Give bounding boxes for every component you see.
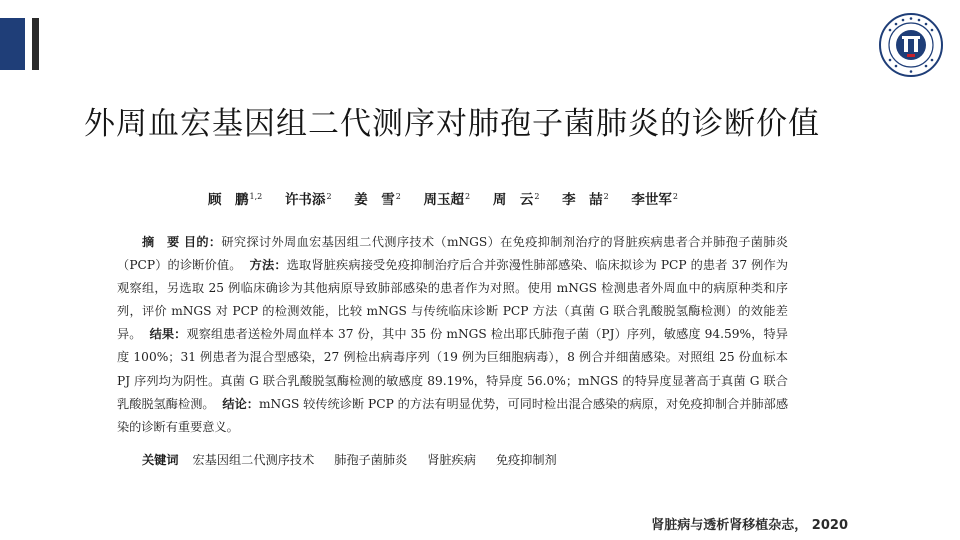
author: 顾 鹏$^{1,2}$ [208, 191, 263, 208]
methods-label: 方法： [249, 258, 287, 273]
results-label: 结果： [149, 327, 187, 342]
keyword: 宏基因组二代测序技术 [192, 453, 315, 467]
paper-title: 外周血宏基因组二代测序对肺孢子菌肺炎的诊断价值 [84, 106, 820, 142]
author: 周 云$^2$ [492, 191, 540, 208]
objective-text: 研究探讨外周血宏基因组二代测序技术（mNGS）在免疫抑制剂治疗的肾脏疾病患者合并肺孢子菌肺炎（PCP）的诊断价值。 [117, 235, 788, 273]
keywords-label: 关键词 [142, 453, 179, 467]
keyword: 肾脏疾病 [427, 453, 476, 467]
author: 姜 雪$^2$ [354, 191, 401, 208]
university-logo [878, 12, 944, 78]
abstract-label: 摘 要 [142, 235, 180, 249]
author: 李 喆$^2$ [562, 191, 609, 208]
journal-source: 肾脏病与透析肾移植杂志， 2020 [651, 518, 848, 533]
results-text: 观察组患者送检外周血样本 37 份，其中 35 份 mNGS 检出耶氏肺孢子菌（PJ）序列，敏感度 94.59%，特异度 100%；31 例患者为混合型感染，27 例检出病毒序列（19 例为巨细胞病毒），8 例合并细菌感染。对照组 25 份血标本 PJ 序列均为阴性。真菌 G 联合乳酸脱氢酶检测的敏感度 89.19%，特异度 56.0%；mNGS 的特异度显著高于真菌 G 联合乳酸脱氢酶检测。 [117, 327, 788, 411]
author-list [208, 188, 696, 208]
objective-label: 目的： [183, 235, 222, 249]
abstract [117, 231, 788, 439]
author: 李世军$^2$ [631, 191, 679, 208]
methods-text: 选取肾脏疾病接受免疫抑制治疗后合并弥漫性肺部感染、临床拟诊为 PCP 的患者 37 例作为观察组，另选取 25 例临床确诊为其他病原导致肺部感染的患者作为对照。使用 mNGS 检测患者外周血中的病原种类和序列，评价 mNGS 对 PCP 的检测效能，比较 mNGS 与传统临床诊断 PCP 方法（真菌 G 联合乳酸脱氢酶检测）的效能差异。 [117, 258, 789, 342]
author: 许书添$^2$ [284, 191, 332, 208]
keyword: 肺孢子菌肺炎 [334, 453, 408, 467]
conclusion-text: mNGS 较传统诊断 PCP 的方法有明显优势，可同时检出混合感染的病原，对免疫抑制合并肺部感染的诊断有重要意义。 [117, 396, 789, 434]
abstract-body [117, 231, 788, 439]
author: 周玉超$^2$ [423, 191, 471, 208]
accent-bar-blue [0, 18, 25, 70]
keyword: 免疫抑制剂 [495, 453, 557, 467]
keywords [142, 451, 573, 468]
accent-bar-dark [32, 18, 39, 70]
conclusion-label: 结论： [222, 396, 259, 411]
